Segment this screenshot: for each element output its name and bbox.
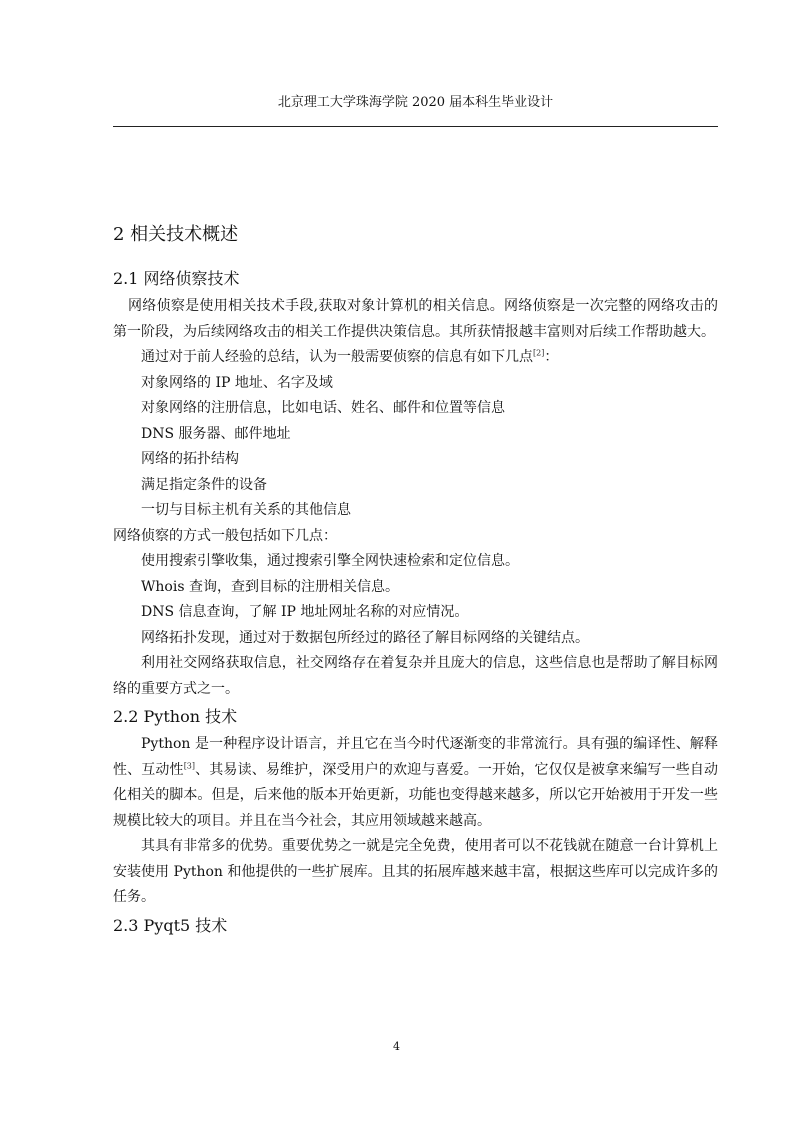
method-item: 使用搜索引擎收集，通过搜索引擎全网快速检索和定位信息。 xyxy=(141,553,519,569)
python-paragraph-1-part-a: Python 是一种程序设计语言，并且它在当今时代逐渐变的非常流行。具有强的编译性、解释性、互动性 xyxy=(113,736,718,778)
header-divider xyxy=(113,126,718,127)
citation-3: [3] xyxy=(183,760,196,770)
citation-2: [2] xyxy=(533,348,545,358)
summary-line xyxy=(113,345,718,371)
python-paragraph-2: 其具有非常多的优势。重要优势之一就是完全免费，使用者可以不花钱就在随意一台计算机上安装使用 Python 和他提供的一些扩展库。且其的拓展库越来越丰富，根据这些库可以完成许多的任务。 xyxy=(113,838,718,905)
chapter-title: 2 相关技术概述 xyxy=(113,224,239,245)
section-2-2-title: 2.2 Python 技术 xyxy=(113,707,238,726)
summary-end: ： xyxy=(544,349,559,365)
methods-intro: 网络侦察的方式一般包括如下几点： xyxy=(113,527,337,544)
info-item: 一切与目标主机有关系的其他信息 xyxy=(141,502,351,518)
section-2-3-title: 2.3 Pyqt5 技术 xyxy=(113,915,228,935)
python-paragraph-1-part-b: 、其易读、易维护，深受用户的欢迎与喜爱。一开始，它仅仅是被拿来编写一些自动化相关的脚本。但是，后来他的版本开始更新，功能也变得越来越多，所以它开始被用于开发一些规模比较大的项目。并且在当今社会，其应用领域越来越高。 xyxy=(113,761,719,829)
page-content xyxy=(113,218,718,941)
page-number: 4 xyxy=(393,1040,400,1053)
method-item: Whois 查询，查到目标的注册相关信息。 xyxy=(141,578,399,595)
social-network-paragraph: 利用社交网络获取信息，社交网络存在着复杂并且庞大的信息，这些信息也是帮助了解目标网络的重要方式之一。 xyxy=(113,655,718,697)
python-paragraph-1 xyxy=(113,732,718,834)
page-header: 北京理工大学珠海学院 2020 届本科生毕业设计 xyxy=(277,95,554,110)
summary-text: 通过对于前人经验的总结，认为一般需要侦察的信息有如下几点 xyxy=(141,349,533,365)
info-item: 满足指定条件的设备 xyxy=(141,476,267,493)
info-item: 网络的拓扑结构 xyxy=(141,451,239,467)
method-item: DNS 信息查询，了解 IP 地址网址名称的对应情况。 xyxy=(141,604,469,620)
info-item: 对象网络的 IP 地址、名字及域 xyxy=(141,374,333,391)
section-2-1-title: 2.1 网络侦察技术 xyxy=(113,269,240,288)
info-item: DNS 服务器、邮件地址 xyxy=(141,425,291,442)
method-item: 网络拓扑发现，通过对于数据包所经过的路径了解目标网络的关键结点。 xyxy=(141,629,589,646)
info-item: 对象网络的注册信息，比如电话、姓名、邮件和位置等信息 xyxy=(141,400,505,416)
section-2-1-intro-paragraph: 网络侦察是使用相关技术手段,获取对象计算机的相关信息。网络侦察是一次完整的网络攻击的第一阶段，为后续网络攻击的相关工作提供决策信息。其所获情报越丰富则对后续工作帮助越大。 xyxy=(113,298,718,340)
